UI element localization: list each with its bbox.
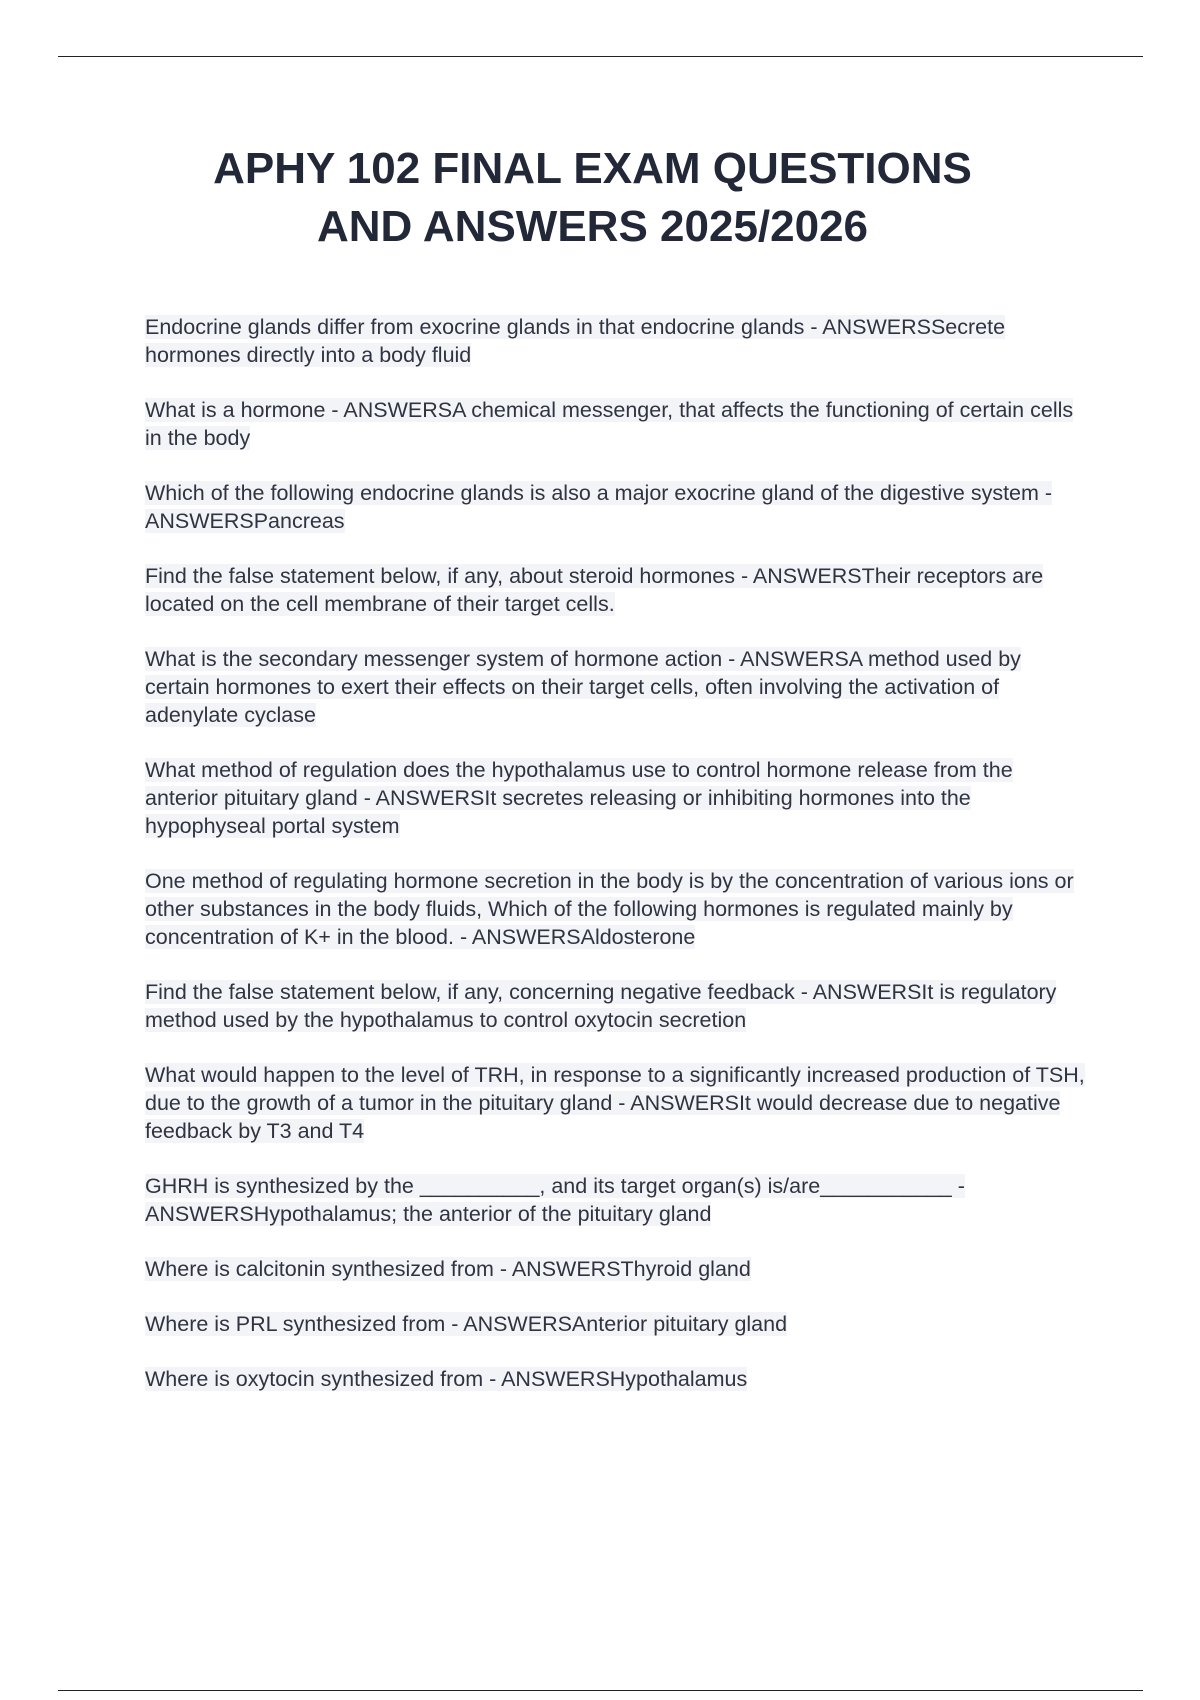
qa-item	[145, 479, 1085, 535]
qa-item	[145, 313, 1085, 369]
qa-item	[145, 867, 1085, 951]
qa-text: Which of the following endocrine glands is also a major exocrine gland of the digestive system - ANSWERSPancreas	[145, 481, 1053, 533]
qa-text: Find the false statement below, if any, about steroid hormones - ANSWERSTheir receptors are located on the cell membrane of their target cells.	[145, 564, 1044, 616]
qa-item	[145, 1061, 1085, 1145]
qa-list	[145, 313, 1085, 1420]
qa-item	[145, 1310, 1085, 1338]
qa-item	[145, 562, 1085, 618]
page-title-line-2: AND ANSWERS 2025/2026	[316, 202, 869, 251]
qa-item	[145, 756, 1085, 840]
qa-item	[145, 396, 1085, 452]
top-divider	[58, 56, 1143, 57]
qa-text: GHRH is synthesized by the __________, and its target organ(s) is/are___________ - ANSWERSHypothalamus; the anterior of the pituitary gland	[145, 1174, 965, 1226]
qa-item	[145, 645, 1085, 729]
qa-item	[145, 1255, 1085, 1283]
qa-item	[145, 1172, 1085, 1228]
page-title-line-1: APHY 102 FINAL EXAM QUESTIONS	[213, 144, 972, 193]
qa-text: Where is oxytocin synthesized from - ANSWERSHypothalamus	[145, 1367, 748, 1391]
qa-text: What is a hormone - ANSWERSA chemical messenger, that affects the functioning of certain cells in the body	[145, 398, 1074, 450]
qa-text: What is the secondary messenger system of hormone action - ANSWERSA method used by certain hormones to exert their effects on their target cells, often involving the activation of adenylate cyclase	[145, 647, 1021, 727]
qa-text: Where is calcitonin synthesized from - ANSWERSThyroid gland	[145, 1257, 751, 1281]
qa-item	[145, 1365, 1085, 1393]
qa-text: Where is PRL synthesized from - ANSWERSAnterior pituitary gland	[145, 1312, 788, 1336]
qa-text: One method of regulating hormone secretion in the body is by the concentration of various ions or other substances in the body fluids, Which of the following hormones is regulated mainly by concentration of K+ in the blood. - ANSWERSAldosterone	[145, 869, 1074, 949]
page-title	[0, 140, 1185, 256]
qa-text: Find the false statement below, if any, concerning negative feedback - ANSWERSIt is regulatory method used by the hypothalamus to control oxytocin secretion	[145, 980, 1057, 1032]
qa-text: What would happen to the level of TRH, in response to a significantly increased production of TSH, due to the growth of a tumor in the pituitary gland - ANSWERSIt would decrease due to negative feedback by T3 and T4	[145, 1063, 1085, 1143]
bottom-divider	[58, 1690, 1143, 1691]
qa-text: What method of regulation does the hypothalamus use to control hormone release from the anterior pituitary gland - ANSWERSIt secretes releasing or inhibiting hormones into the hypophyseal portal system	[145, 758, 1013, 838]
qa-item	[145, 978, 1085, 1034]
qa-text: Endocrine glands differ from exocrine glands in that endocrine glands - ANSWERSSecrete hormones directly into a body fluid	[145, 315, 1006, 367]
